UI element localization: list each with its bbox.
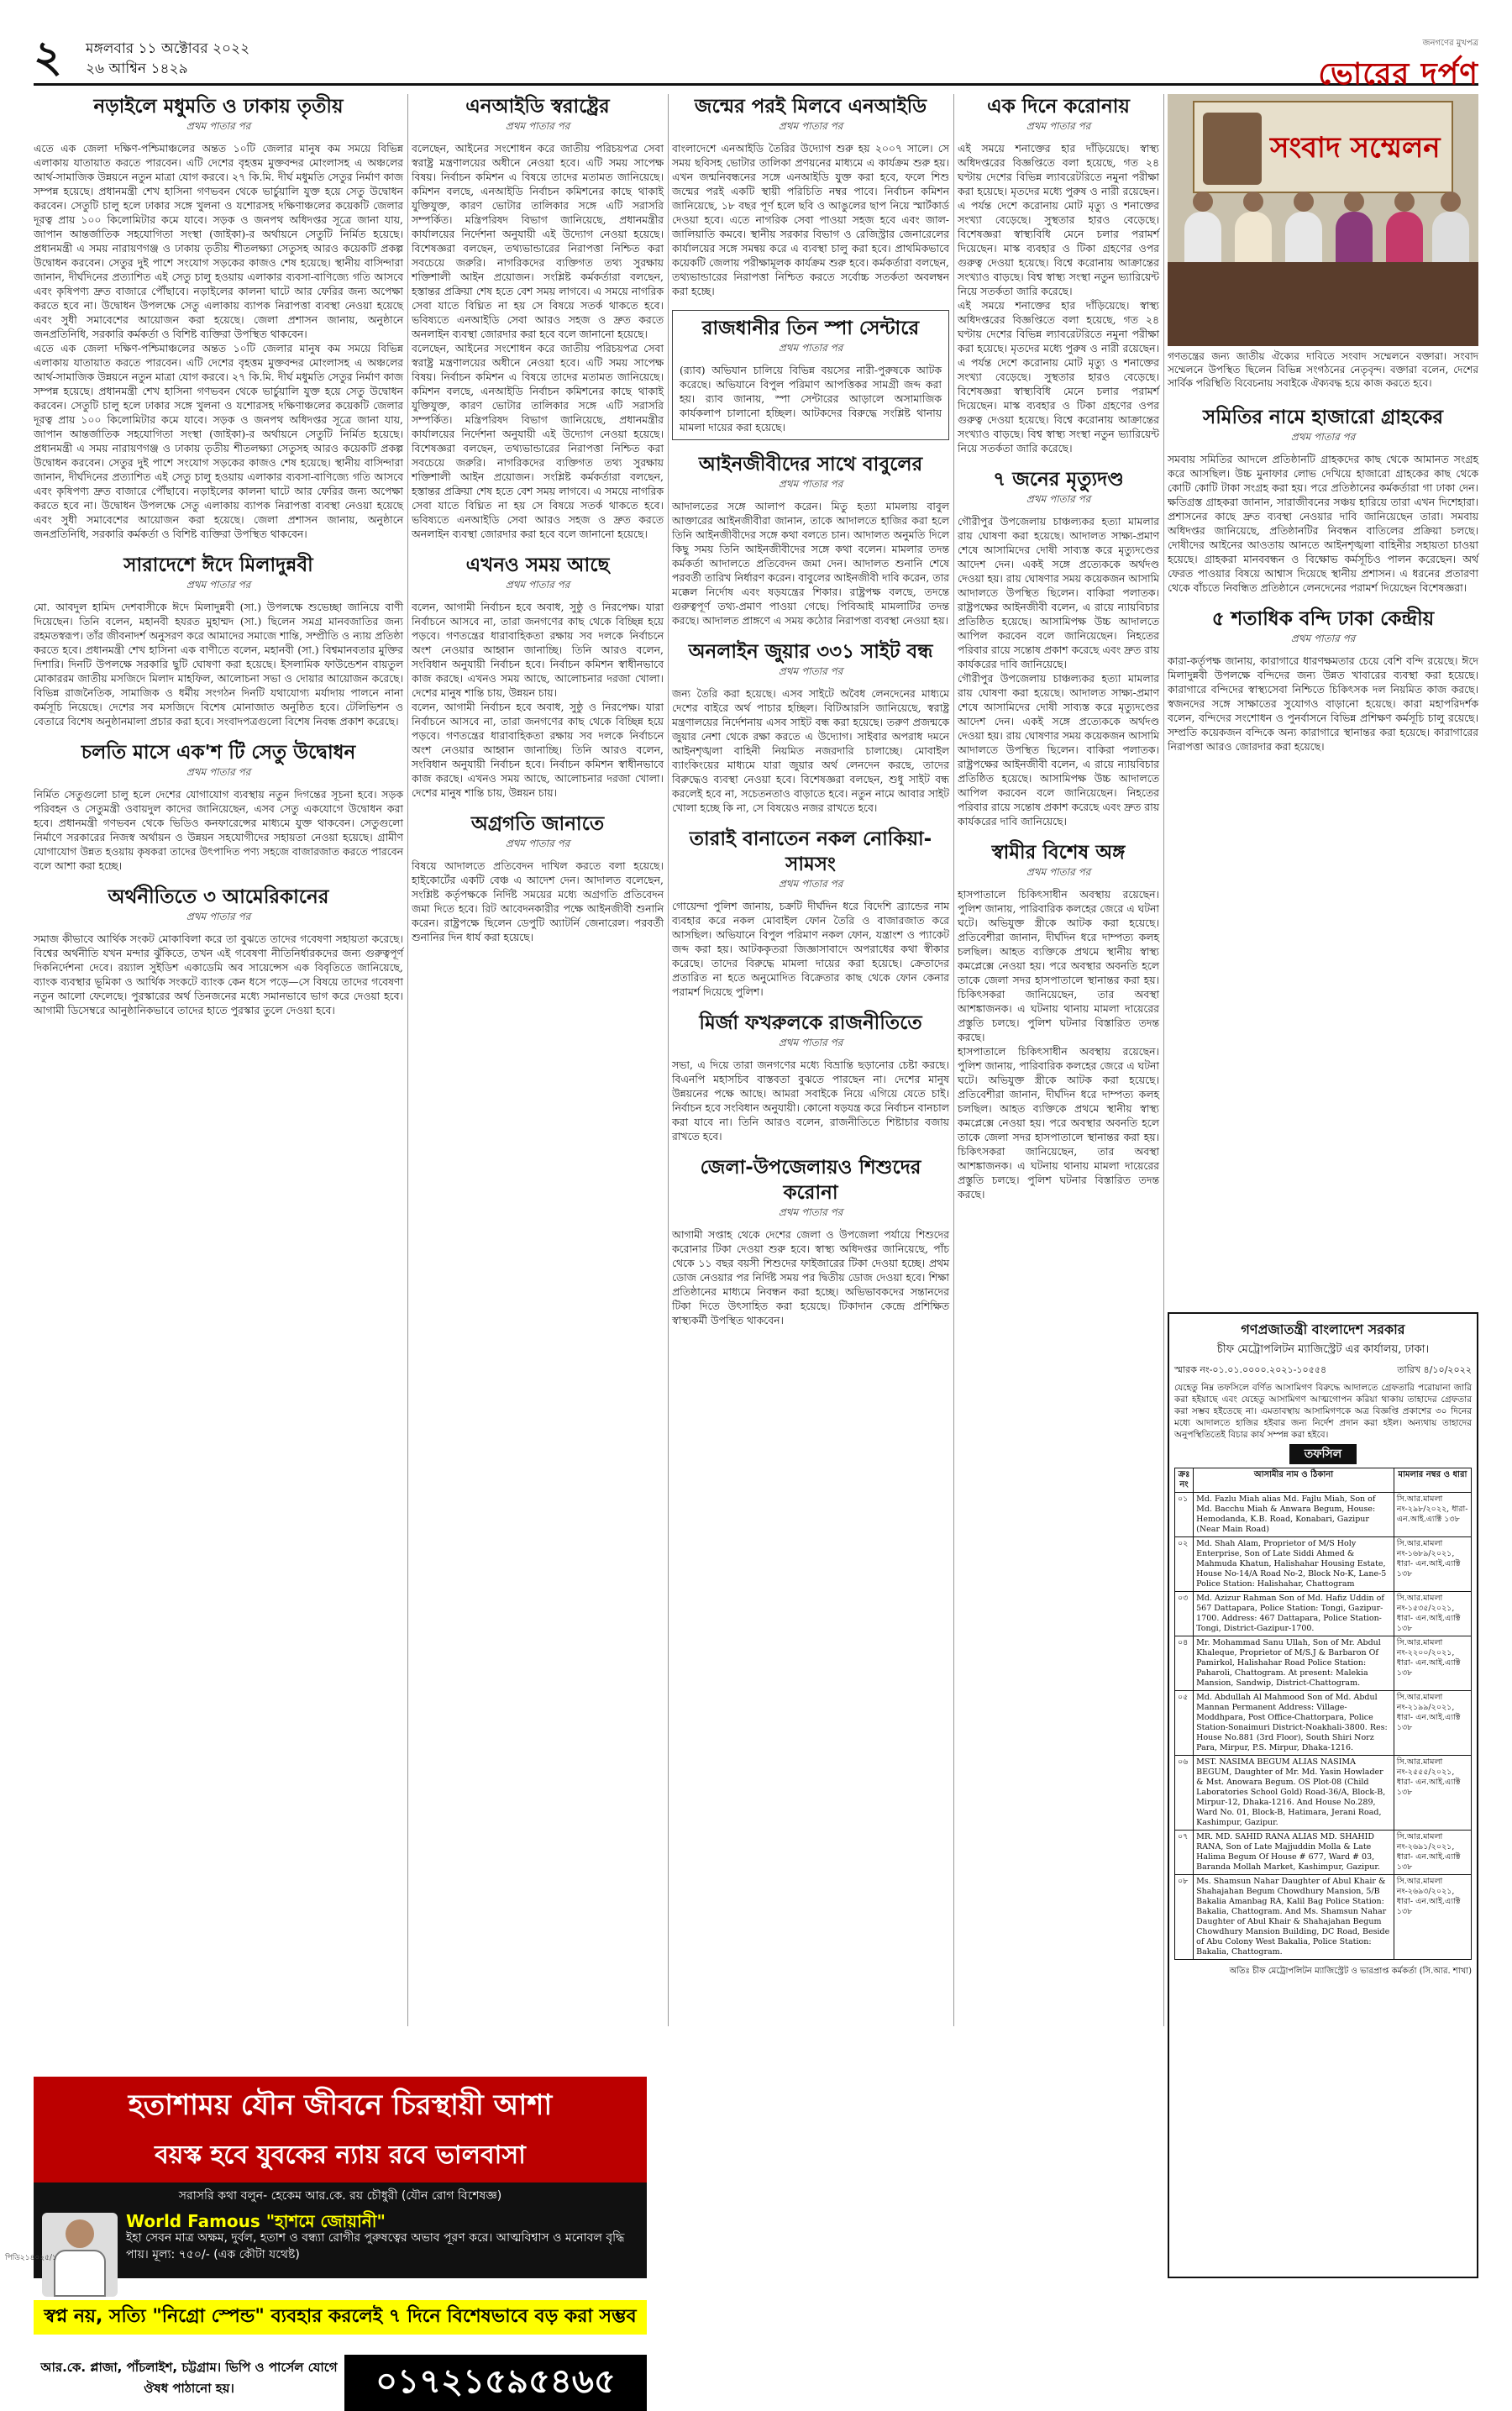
headline: সমিতির নামে হাজারো গ্রাহকের — [1203, 407, 1443, 428]
story-prisoners — [1168, 607, 1478, 754]
ad-phone: ০১৭২১৫৯৫৪৬৫ — [344, 2355, 647, 2411]
ad-headline-1: হতাশাময় যৌন জীবনে চিরস্থায়ী আশা — [34, 2077, 647, 2135]
notice-date: তারিখ ৪/১০/২০২২ — [1397, 1364, 1472, 1375]
headline: জেলা-উপজেলায়ও শিশুদের করোনা — [700, 1157, 921, 1204]
continued-label: প্রথম পাতার পর — [186, 911, 251, 922]
table-row: ০৬ MST. NASIMA BEGUM ALIAS NASIMA BEGUM, Daughter of Mr. Md. Yasin Howlader & Mst. Anowara Begum. OS Plot-08 (Child Laboratories School Gold) Road-36/A, Block-B, Mirpur-12, Dhaka-1216. And House No.289, Ward No. 01, Block-B, Hatimara, Jerani Road, Kashimpur, Gazipur. সি.আর.মামলা নং-২৫৫৫/২০২১, ধারা- এন.আই.এ্যাক্ট ১৩৮ — [1175, 1756, 1472, 1831]
portrait-icon — [1203, 113, 1262, 185]
ad-address: আর.কে. প্লাজা, পাঁচলাইশ, চট্টগ্রাম। ভিপি ও পার্সেল যোগে ঔষধ পাঠানো হয়। — [34, 2355, 344, 2411]
continued-label: প্রথম পাতার পর — [186, 766, 251, 778]
story-nid-home — [412, 94, 664, 541]
headline: নড়াইলে মধুমতি ও ঢাকায় তৃতীয় — [93, 96, 344, 118]
story-online-gambling — [672, 639, 949, 815]
continued-label: প্রথম পাতার পর — [778, 665, 843, 677]
story-progress — [412, 812, 664, 944]
story-body: আগামী সপ্তাহ থেকে দেশের জেলা ও উপজেলা পর্যায়ে শিশুদের করোনার টিকা দেওয়া শুরু হবে। স্বাস্থ্য অধিদপ্তর জানিয়েছে, পাঁচ থেকে ১১ বছর বয়সী শিশুদের ফাইজারের টিকা দেওয়া হচ্ছে। প্রথম ডোজ নেওয়ার পর নির্দিষ্ট সময় পর দ্বিতীয় ডোজ দেওয়া হবে। শিক্ষা প্রতিষ্ঠানের মাধ্যমে নিবন্ধন করা হচ্ছে। অভিভাবকদের সন্তানদের টিকা দিতে উৎসাহিত করা হয়েছে। টিকাদান কেন্দ্রে প্রশিক্ষিত স্বাস্থ্যকর্মী উপস্থিত থাকবেন। — [672, 1228, 949, 1326]
table-row: ০৭ MR. MD. SAHID RANA ALIAS MD. SHAHID RANA, Son of Late Majjuddin Molla & Late Halima Begum Of House # 677, Ward # 03, Baranda Mollah Market, Kashimpur, Gazipur. সি.আর.মামলা নং-২৬৯১/২০২১, ধারা- এন.আই.এ্যাক্ট ১৩৮ — [1175, 1831, 1472, 1875]
story-body: হাসপাতালে চিকিৎসাধীন অবস্থায় রয়েছেন। পুলিশ জানায়, পারিবারিক কলহের জেরে এ ঘটনা ঘটে। অভিযুক্ত স্ত্রীকে আটক করা হয়েছে। প্রতিবেশীরা জানান, দীর্ঘদিন ধরে দাম্পত্য কলহ চলছিল। আহত ব্যক্তিকে প্রথমে স্থানীয় স্বাস্থ্য কমপ্লেক্সে নেওয়া হয়। পরে অবস্থার অবনতি হলে তাকে জেলা সদর হাসপাতালে স্থানান্তর করা হয়। চিকিৎসকরা জানিয়েছেন, তার অবস্থা আশঙ্কাজনক। এ ঘটনায় থানায় মামলা দায়েরের প্রস্তুতি চলছে। পুলিশ ঘটনার বিস্তারিত তদন্ত করছে। — [958, 888, 1159, 1043]
story-body: গোয়েন্দা পুলিশ জানায়, চক্রটি দীর্ঘদিন ধরে বিদেশি ব্র্যান্ডের নাম ব্যবহার করে নকল মোবাইল ফোন তৈরি ও বাজারজাত করে আসছিল। অভিযানে বিপুল পরিমাণ নকল ফোন, যন্ত্রাংশ ও প্যাকেট জব্দ করা হয়। আটককৃতরা জিজ্ঞাসাবাদে অপরাধের কথা স্বীকার করেছে। তাদের বিরুদ্ধে মামলা দায়ের করা হয়েছে। ক্রেতাদের প্রতারিত না হতে অনুমোদিত বিক্রেতার কাছ থেকে ফোন কেনার পরামর্শ দিয়েছে পুলিশ। — [672, 900, 949, 998]
continued-label: প্রথম পাতার পর — [1026, 493, 1091, 505]
notice-office: চীফ মেট্রোপলিটন ম্যাজিস্ট্রেট এর কার্যালয়, ঢাকা। — [1216, 1343, 1430, 1356]
headline: চলতি মাসে এক'শ টি সেতু উদ্বোধন — [81, 742, 356, 764]
story-fake-phones — [672, 827, 949, 999]
page-content — [34, 94, 1478, 2401]
story-body-cont: এই সময়ে শনাক্তের হার দাঁড়িয়েছে। স্বাস্থ্য অধিদপ্তরের বিজ্ঞপ্তিতে বলা হয়েছে, গত ২৪ ঘণ্টায় দেশের বিভিন্ন ল্যাবরেটরিতে নমুনা পরীক্ষা করা হয়েছে। মৃতদের মধ্যে পুরুষ ও নারী রয়েছেন। এ পর্যন্ত দেশে করোনায় মোট মৃত্যু ও শনাক্তের সংখ্যা বেড়েছে। সুস্থতার হারও বেড়েছে। বিশেষজ্ঞরা স্বাস্থ্যবিধি মেনে চলার পরামর্শ দিয়েছেন। মাস্ক ব্যবহার ও টিকা গ্রহণের ওপর গুরুত্ব দেওয়া হয়েছে। বিশ্বে করোনায় আক্রান্তের সংখ্যাও বাড়ছে। বিশ্ব স্বাস্থ্য সংস্থা নতুন ভ্যারিয়েন্ট নিয়ে সতর্কতা জারি করেছে। — [958, 299, 1159, 454]
notice-table-title: তফসিল — [1289, 1444, 1357, 1464]
headline: এখনও সময় আছে — [465, 554, 610, 576]
ad-description — [126, 2213, 638, 2297]
continued-label: প্রথম পাতার পর — [186, 120, 251, 132]
continued-label: প্রথম পাতার পর — [1026, 120, 1091, 132]
continued-label: প্রথম পাতার পর — [778, 120, 843, 132]
headline: ৭ জনের মৃত্যুদণ্ড — [993, 469, 1124, 491]
headline: স্বামীর বিশেষ অঙ্গ — [991, 842, 1126, 864]
notice-signature: অতিঃ চীফ মেট্রোপলিটন ম্যাজিস্ট্রেট ও ভারপ্রাপ্ত কর্মকর্তা (সি.আর. শাখা) — [1229, 1967, 1472, 1976]
continued-label: প্রথম পাতার পর — [778, 878, 843, 890]
table-row: ০১ Md. Fazlu Miah alias Md. Fajlu Miah, Son of Md. Bacchu Miah & Anwara Begum, House: Hemodanda, K.B. Road, Konabari, Gazipur (Near Main Road) সি.আর.মামলা নং-২৯৮/২০২২, ধারা- এন.আই.এ্যাক্ট ১৩৮ — [1175, 1493, 1472, 1537]
col-header: মামলার নম্বর ও ধারা — [1394, 1468, 1471, 1493]
table-row: ০৩ Md. Azizur Rahman Son of Md. Hafiz Uddin of 567 Dattapara, Police Station: Tongi, Gazipur-1700. Address: 467 Dattapara, Police Station-Tongi, District-Gazipur-1700. সি.আর.মামলা নং-১৫৩৫/২০২১, ধারা- এন.আই.এ্যাক্ট ১৩৮ — [1175, 1592, 1472, 1636]
column-rule — [953, 94, 954, 2026]
headline: তারাই বানাতেন নকল নোকিয়া-সামসং — [689, 828, 932, 875]
story-fakhrul — [672, 1011, 949, 1143]
story-body-cont: বলেন, আগামী নির্বাচন হবে অবাধ, সুষ্ঠু ও নিরপেক্ষ। যারা নির্বাচনে আসবে না, তারা জনগণের কাছ থেকে বিচ্ছিন্ন হয়ে পড়বে। গণতন্ত্রের ধারাবাহিকতা রক্ষায় সব দলকে নির্বাচনে অংশ নেওয়ার আহ্বান জানাচ্ছি। তিনি আরও বলেন, সংবিধান অনুযায়ী নির্বাচন হবে। নির্বাচন কমিশন স্বাধীনভাবে কাজ করছে। এখনও সময় আছে, আলোচনার দরজা খোলা। দেশের মানুষ শান্তি চায়, উন্নয়ন চায়। — [412, 701, 664, 799]
story-body: এতে এক জেলা দক্ষিণ-পশ্চিমাঞ্চলের অন্তত ১০টি জেলার মানুষ কম সময়ে বিভিন্ন এলাকায় যাতায়াত করতে পারবেন। এটি দেশের বৃহত্তম মুক্তবন্দর মোংলাসহ এ অঞ্চলের আর্থ-সামাজিক উন্নয়নে নতুন মাত্রা যোগ করবে। ২৭ কি.মি. দীর্ঘ মধুমতি সেতুর নির্মাণ কাজ সম্পন্ন হয়েছে। প্রধানমন্ত্রী শেখ হাসিনা গণভবন থেকে ভার্চুয়ালি যুক্ত হয়ে সেতু উদ্বোধন করবেন। সেতুটি চালু হলে ঢাকার সঙ্গে খুলনা ও যশোরসহ দক্ষিণাঞ্চলের কয়েকটি জেলার দূরত্ব প্রায় ১০০ কিলোমিটার কমে যাবে। সড়ক ও জনপথ অধিদপ্তর সূত্রে জানা যায়, জাপান আন্তর্জাতিক সহযোগিতা সংস্থা (জাইকা)-র অর্থায়নে সেতুটি নির্মিত হয়েছে। প্রধানমন্ত্রী এ সময় নারায়ণগঞ্জ ও ঢাকায় তৃতীয় শীতলক্ষ্যা সেতুসহ আরও কয়েকটি প্রকল্প উদ্বোধন করবেন। সেতুর দুই পাশে সংযোগ সড়কের কাজও শেষ হয়েছে। স্থানীয় বাসিন্দারা জানান, দীর্ঘদিনের প্রত্যাশিত এই সেতু চালু হওয়ায় এলাকার ব্যবসা-বাণিজ্যে গতি আসবে এবং কৃষিপণ্য দ্রুত বাজারে পৌঁছাবে। নড়াইলের কালনা ঘাটে আর ফেরির জন্য অপেক্ষা করতে হবে না। উদ্বোধন উপলক্ষে সেতু এলাকায় ব্যাপক নিরাপত্তা ব্যবস্থা নেওয়া হয়েছে এবং সুধী সমাবেশের আয়োজন করা হয়েছে। জেলা প্রশাসন জানায়, অনুষ্ঠানে জনপ্রতিনিধি, সরকারি কর্মকর্তা ও বিশিষ্ট ব্যক্তিরা উপস্থিত থাকবেন। — [34, 142, 403, 340]
story-body: জন্য তৈরি করা হয়েছে। এসব সাইটে অবৈধ লেনদেনের মাধ্যমে দেশের বাইরে অর্থ পাচার হচ্ছিল। বিটিআরসি জানিয়েছে, স্বরাষ্ট্র মন্ত্রণালয়ের নির্দেশনায় এসব সাইট বন্ধ করা হয়েছে। তরুণ প্রজন্মকে জুয়ার নেশা থেকে রক্ষা করতে এ উদ্যোগ। সাইবার অপরাধ দমনে আইনশৃঙ্খলা বাহিনী নিয়মিত নজরদারি চালাচ্ছে। মোবাইল ব্যাংকিংয়ের মাধ্যমে যারা জুয়ার অর্থ লেনদেন করছে, তাদের বিরুদ্ধেও ব্যবস্থা নেওয়া হবে। বিশেষজ্ঞরা বলছেন, শুধু সাইট বন্ধ করলেই হবে না, সচেতনতাও বাড়াতে হবে। নতুন নামে আবার সাইট খোলা হচ্ছে কি না, সে বিষয়েও নজর রাখতে হবে। — [672, 687, 949, 814]
ad-highlight: স্বপ্ন নয়, সত্যি "নিগ্রো স্পেন্ড" ব্যবহার করলেই ৭ দিনে বিশেষভাবে বড় করা সম্ভব — [34, 2300, 647, 2335]
story-corona-day — [958, 94, 1159, 455]
continued-label: প্রথম পাতার পর — [505, 120, 570, 132]
date-bengali: ২৬ আশ্বিন ১৪২৯ — [86, 60, 188, 77]
press-conference-photo — [1168, 94, 1478, 346]
column-rule — [407, 94, 408, 2026]
headline: অনলাইন জুয়ার ৩৩১ সাইট বন্ধ — [688, 641, 933, 663]
story-body: আদালতের সঙ্গে আলাপ করেন। মিতু হত্যা মামলায় বাবুল আক্তারের আইনজীবীরা জানান, তাকে আদালতে হাজির করা হলে তিনি আইনজীবীদের সঙ্গে কথা বলতে চান। আদালত অনুমতি দিলে কিছু সময় তিনি আইনজীবীদের সঙ্গে কথা বলেন। মামলার তদন্ত কর্মকর্তা আদালতে প্রতিবেদন জমা দেন। আদালত শুনানি শেষে পরবর্তী তারিখ নির্ধারণ করেন। বাবুলের আইনজীবী দাবি করেন, তার মক্কেল নির্দোষ এবং ষড়যন্ত্রের শিকার। রাষ্ট্রপক্ষ বলছে, তদন্তে গুরুত্বপূর্ণ তথ্য-প্রমাণ পাওয়া গেছে। পিবিআই মামলাটির তদন্ত করছে। আদালত প্রাঙ্গণে এ সময় কঠোর নিরাপত্তা ব্যবস্থা নেওয়া হয়। — [672, 500, 949, 627]
issue-dates — [86, 39, 249, 79]
table-row: ০২ Md. Shah Alam, Proprietor of M/S Holy Enterprise, Son of Late Siddi Ahmed & Mahmuda Khatun, Halishahar Housing Estate, House No-14/A Road No-2, Block No-K, Lane-5 Police Station: Halishahar, Chattogram সি.আর.মামলা নং-১৬৮৯/২০২১, ধারা- এন.আই.এ্যাক্ট ১৩৮ — [1175, 1537, 1472, 1592]
banner-text: সংবাদ সম্মেলন — [1270, 131, 1441, 165]
continued-label: প্রথম পাতার পর — [778, 1206, 843, 1218]
ad-middle — [34, 2209, 647, 2300]
story-spa-centers — [672, 310, 949, 440]
column-rule — [668, 94, 669, 2026]
continued-label: প্রথম পাতার পর — [778, 478, 843, 490]
story-body: গৌরীপুর উপজেলায় চাঞ্চল্যকর হত্যা মামলার রায় ঘোষণা করা হয়েছে। আদালত সাক্ষ্য-প্রমাণ শেষে আসামিদের দোষী সাব্যস্ত করে মৃত্যুদণ্ডের আদেশ দেন। একই সঙ্গে প্রত্যেককে অর্থদণ্ড দেওয়া হয়। রায় ঘোষণার সময় কয়েকজন আসামি আদালতে উপস্থিত ছিলেন। বাকিরা পলাতক। রাষ্ট্রপক্ষের আইনজীবী বলেন, এ রায়ে ন্যায়বিচার প্রতিষ্ঠিত হয়েছে। আসামিপক্ষ উচ্চ আদালতে আপিল করবেন বলে জানিয়েছেন। নিহতের পরিবার রায়ে সন্তোষ প্রকাশ করেছে এবং দ্রুত রায় কার্যকরের দাবি জানিয়েছে। — [958, 515, 1159, 670]
continued-label: প্রথম পাতার পর — [505, 579, 570, 591]
continued-label: প্রথম পাতার পর — [186, 579, 251, 591]
story-nid-birth — [672, 94, 949, 298]
story-bridges — [34, 740, 403, 873]
story-milad — [34, 553, 403, 728]
ad-headline-2: বয়স্ক হবে যুবকের ন্যায় রবে ভালবাসা — [34, 2135, 647, 2183]
ad-contact-line: সরাসরি কথা বলুন- হেকেম আর.কে. রয় চৌধুরী (যৌন রোগ বিশেষজ্ঞ) — [178, 2189, 502, 2203]
story-body: সভা, এ দিয়ে তারা জনগণের মধ্যে বিভ্রান্তি ছড়ানোর চেষ্টা করছে। বিএনপি মহাসচিব বাস্তবতা বুঝতে পারছেন না। দেশের মানুষ উন্নয়নের পক্ষে আছে। আমরা সবাইকে নিয়ে এগিয়ে যেতে চাই। নির্বাচন হবে সংবিধান অনুযায়ী। কোনো ষড়যন্ত্র করে নির্বাচন বানচাল করা যাবে না। তিনি আরও বলেন, রাজনীতিতে শিষ্টাচার বজায় রাখতে হবে। — [672, 1058, 949, 1142]
column-rule — [1163, 94, 1164, 2026]
notice-paragraph: যেহেতু নিম্ন তফসিলে বর্ণিত আসামিগণ বিরুদ্ধে আদালতে গ্রেফতারি পরোয়ানা জারি করা হইয়াছে এবং যেহেতু আসামিগণ আত্মগোপন করিয়া থাকায় তাহাদের গ্রেফতার করা সম্ভব হইতেছে না। এমতাবস্থায় আসামিগণকে অত্র বিজ্ঞপ্তি প্রকাশের ৩০ দিনের মধ্যে আদালতে হাজির হইবার জন্য নির্দেশ প্রদান করা হইল। অন্যথায় তাহাদের অনুপস্থিতিতেই বিচার কার্য সম্পন্ন করা হইবে। — [1174, 1383, 1472, 1440]
story-body: সমবায় সমিতির আদলে প্রতিষ্ঠানটি গ্রাহকদের কাছ থেকে আমানত সংগ্রহ করে আসছিল। উচ্চ মুনাফার লোভ দেখিয়ে হাজারো গ্রাহকের কাছ থেকে কোটি কোটি টাকা সংগ্রহ করা হয়। পরে প্রতিষ্ঠানের কর্মকর্তারা গা ঢাকা দেন। ক্ষতিগ্রস্ত গ্রাহকরা জানান, সারাজীবনের সঞ্চয় হারিয়ে তারা এখন দিশেহারা। প্রশাসনের কাছে দ্রুত ব্যবস্থা নেওয়ার দাবি জানিয়েছেন তারা। সমবায় অধিদপ্তর জানিয়েছে, প্রতিষ্ঠানটির নিবন্ধন বাতিলের প্রক্রিয়া চলছে। দোষীদের আইনের আওতায় আনতে আইনশৃঙ্খলা বাহিনীর সহায়তা চাওয়া হয়েছে। গ্রাহকরা মানববন্ধন ও বিক্ষোভ কর্মসূচিও পালন করেছেন। অর্থ ফেরত পাওয়ার বিষয়ে আশ্বাস দিয়েছে স্থানীয় প্রশাসন। এ ধরনের প্রতারণা থেকে বাঁচতে নিবন্ধিত প্রতিষ্ঠানে লেনদেনের পরামর্শ দিয়েছেন বিশেষজ্ঞরা। — [1168, 453, 1478, 594]
table-row: ০৫ Md. Abdullah Al Mahmood Son of Md. Abdul Mannan Permanent Address: Village-Moddhpara, Post Office-Chattorpara, Police Station-Sonaimuri District-Noakhali-3800. Res: House No.881 (3rd Floor), South Shiri Norz Para, Mirpur, P.S. Mirpur, Dhaka-1216. সি.আর.মামলা নং-২১৯৯/২০২১, ধারা- এন.আই.এ্যাক্ট ১৩৮ — [1175, 1691, 1472, 1756]
story-body-cont: গৌরীপুর উপজেলায় চাঞ্চল্যকর হত্যা মামলার রায় ঘোষণা করা হয়েছে। আদালত সাক্ষ্য-প্রমাণ শেষে আসামিদের দোষী সাব্যস্ত করে মৃত্যুদণ্ডের আদেশ দেন। একই সঙ্গে প্রত্যেককে অর্থদণ্ড দেওয়া হয়। রায় ঘোষণার সময় কয়েকজন আসামি আদালতে উপস্থিত ছিলেন। বাকিরা পলাতক। রাষ্ট্রপক্ষের আইনজীবী বলেন, এ রায়ে ন্যায়বিচার প্রতিষ্ঠিত হয়েছে। আসামিপক্ষ উচ্চ আদালতে আপিল করবেন বলে জানিয়েছেন। নিহতের পরিবার রায়ে সন্তোষ প্রকাশ করেছে এবং দ্রুত রায় কার্যকরের দাবি জানিয়েছে। — [958, 672, 1159, 827]
table-row: ০৮ Ms. Shamsun Nahar Daughter of Abul Khair & Shahajahan Begum Chowdhury Mansion, 5/B Bakalia Amanbag RA, Kalil Bag Police Station: Bakalia, Chattogram. And Ms. Shamsun Nahar Daughter of Abul Khair & Shahajahan Begum Chowdhury Mansion Building, DC Road, Beside of Abu Colony West Bakalia, Police Station: Bakalia, Chattogram. সি.আর.মামলা নং-২৬৯৩/২০২১, ধারা- এন.আই.এ্যাক্ট ১৩৮ — [1175, 1875, 1472, 1960]
story-body-cont: বলেছেন, আইনের সংশোধন করে জাতীয় পরিচয়পত্র সেবা স্বরাষ্ট্র মন্ত্রণালয়ের অধীনে নেওয়া হবে। এটি সময় সাপেক্ষ বিষয়। নির্বাচন কমিশন এ বিষয়ে তাদের মতামত জানিয়েছে। কমিশন বলছে, এনআইডি নির্বাচন কমিশনের কাছে থাকাই যুক্তিযুক্ত, কারণ ভোটার তালিকার সঙ্গে এটি সরাসরি সম্পর্কিত। মন্ত্রিপরিষদ বিভাগ জানিয়েছে, প্রধানমন্ত্রীর কার্যালয়ের নির্দেশনা অনুযায়ী এই উদ্যোগ নেওয়া হয়েছে। বিশেষজ্ঞরা বলছেন, তথ্যভান্ডারের নিরাপত্তা নিশ্চিত করা সবচেয়ে জরুরি। নাগরিকদের ব্যক্তিগত তথ্য সুরক্ষায় শক্তিশালী আইন প্রয়োজন। সংশ্লিষ্ট কর্মকর্তারা বলছেন, হস্তান্তর প্রক্রিয়া শেষ হতে বেশ সময় লাগবে। এ সময়ে নাগরিক সেবা যাতে বিঘ্নিত না হয় সে বিষয়ে সতর্ক থাকতে হবে। ভবিষ্যতে এনআইডি সেবা আরও সহজ ও দ্রুত করতে অনলাইন ব্যবস্থা জোরদার করা হবে বলে জানানো হয়েছে। — [412, 342, 664, 540]
column-d — [958, 94, 1159, 2287]
headline: সারাদেশে ঈদে মিলাদুন্নবী — [123, 554, 313, 576]
masthead — [34, 31, 1478, 92]
story-body-cont: হাসপাতালে চিকিৎসাধীন অবস্থায় রয়েছেন। পুলিশ জানায়, পারিবারিক কলহের জেরে এ ঘটনা ঘটে। অভিযুক্ত স্ত্রীকে আটক করা হয়েছে। প্রতিবেশীরা জানান, দীর্ঘদিন ধরে দাম্পত্য কলহ চলছিল। আহত ব্যক্তিকে প্রথমে স্থানীয় স্বাস্থ্য কমপ্লেক্সে নেওয়া হয়। পরে অবস্থার অবনতি হলে তাকে জেলা সদর হাসপাতালে স্থানান্তর করা হয়। চিকিৎসকরা জানিয়েছেন, তার অবস্থা আশঙ্কাজনক। এ ঘটনায় থানায় মামলা দায়েরের প্রস্তুতি চলছে। পুলিশ ঘটনার বিস্তারিত তদন্ত করছে। — [958, 1045, 1159, 1200]
column-a — [34, 94, 403, 2287]
story-body: বাংলাদেশে এনআইডি তৈরির উদ্যোগ শুরু হয় ২০০৭ সালে। সে সময় ছবিসহ ভোটার তালিকা প্রণয়নের মাধ্যমে এ কার্যক্রম শুরু হয়। এখন জন্মনিবন্ধনের সঙ্গে এনআইডি যুক্ত করা হবে, ফলে শিশু জন্মের পরই একটি স্থায়ী পরিচিতি নম্বর পাবে। নির্বাচন কমিশন জানিয়েছে, ১৮ বছর পূর্ণ হলে ছবি ও আঙুলের ছাপ নিয়ে স্মার্টকার্ড দেওয়া হবে। এতে নাগরিক সেবা পাওয়া সহজ হবে এবং জাল-জালিয়াতি কমবে। স্থানীয় সরকার বিভাগ ও রেজিস্ট্রার জেনারেলের কার্যালয়ের সঙ্গে সমন্বয় করে এ ব্যবস্থা চালু করা হবে। প্রাথমিকভাবে কয়েকটি জেলায় পরীক্ষামূলক কার্যক্রম শুরু হবে। কর্মকর্তারা বলছেন, তথ্যভান্ডারের নিরাপত্তা নিশ্চিত করতে সর্বোচ্চ সতর্কতা অবলম্বন করা হচ্ছে। — [672, 142, 949, 297]
notice-ref — [1174, 1363, 1472, 1379]
story-body: বলেছেন, আইনের সংশোধন করে জাতীয় পরিচয়পত্র সেবা স্বরাষ্ট্র মন্ত্রণালয়ের অধীনে নেওয়া হবে। এটি সময় সাপেক্ষ বিষয়। নির্বাচন কমিশন এ বিষয়ে তাদের মতামত জানিয়েছে। কমিশন বলছে, এনআইডি নির্বাচন কমিশনের কাছে থাকাই যুক্তিযুক্ত, কারণ ভোটার তালিকার সঙ্গে এটি সরাসরি সম্পর্কিত। মন্ত্রিপরিষদ বিভাগ জানিয়েছে, প্রধানমন্ত্রীর কার্যালয়ের নির্দেশনা অনুযায়ী এই উদ্যোগ নেওয়া হয়েছে। বিশেষজ্ঞরা বলছেন, তথ্যভান্ডারের নিরাপত্তা নিশ্চিত করা সবচেয়ে জরুরি। নাগরিকদের ব্যক্তিগত তথ্য সুরক্ষায় শক্তিশালী আইন প্রয়োজন। সংশ্লিষ্ট কর্মকর্তারা বলছেন, হস্তান্তর প্রক্রিয়া শেষ হতে বেশ সময় লাগবে। এ সময়ে নাগরিক সেবা যাতে বিঘ্নিত না হয় সে বিষয়ে সতর্ক থাকতে হবে। ভবিষ্যতে এনআইডি সেবা আরও সহজ ও দ্রুত করতে অনলাইন ব্যবস্থা জোরদার করা হবে বলে জানানো হয়েছে। — [412, 142, 664, 340]
story-babul — [672, 452, 949, 628]
story-still-time — [412, 553, 664, 800]
accused-table — [1174, 1468, 1472, 1960]
headline: অগ্রগতি জানাতে — [470, 813, 605, 835]
story-body: এই সময়ে শনাক্তের হার দাঁড়িয়েছে। স্বাস্থ্য অধিদপ্তরের বিজ্ঞপ্তিতে বলা হয়েছে, গত ২৪ ঘণ্টায় দেশের বিভিন্ন ল্যাবরেটরিতে নমুনা পরীক্ষা করা হয়েছে। মৃতদের মধ্যে পুরুষ ও নারী রয়েছেন। এ পর্যন্ত দেশে করোনায় মোট মৃত্যু ও শনাক্তের সংখ্যা বেড়েছে। সুস্থতার হারও বেড়েছে। বিশেষজ্ঞরা স্বাস্থ্যবিধি মেনে চলার পরামর্শ দিয়েছেন। মাস্ক ব্যবহার ও টিকা গ্রহণের ওপর গুরুত্ব দেওয়া হয়েছে। বিশ্বে করোনায় আক্রান্তের সংখ্যাও বাড়ছে। বিশ্ব স্বাস্থ্য সংস্থা নতুন ভ্যারিয়েন্ট নিয়ে সতর্কতা জারি করেছে। — [958, 142, 1159, 297]
story-body: (র‍্যাব) অভিযান চালিয়ে বিভিন্ন বয়সের নারী-পুরুষকে আটক করেছে। অভিযানে বিপুল পরিমাণ আপত্তিকর সামগ্রী জব্দ করা হয়। র‍্যাব জানায়, স্পা সেন্টারের আড়ালে অসামাজিক কার্যকলাপ চালানো হচ্ছিল। আটকদের বিরুদ্ধে সংশ্লিষ্ট থানায় মামলা দায়ের করা হয়েছে। — [680, 364, 942, 433]
newspaper-brand — [1318, 37, 1478, 102]
col-header: আসামীর নাম ও ঠিকানা — [1194, 1468, 1394, 1493]
headline: এক দিনে করোনায় — [987, 96, 1130, 118]
table-cloth — [1168, 262, 1478, 346]
advertisement — [34, 2077, 647, 2401]
table-row: ০৪ Mr. Mohammad Sanu Ullah, Son of Mr. Abdul Khaleque, Proprietor of M/S.J & Barbaron Of Pamirkol, Halishahar Road Police Station: Paharoli, Chattogram. At present: Malekia Mansion, Sandwip, District-Chattogram. সি.আর.মামলা নং-২২০০/২০২১, ধারা- এন.আই.এ্যাক্ট ১৩৮ — [1175, 1636, 1472, 1691]
photo-caption: গণতন্ত্রের জন্য জাতীয় ঐক্যের দাবিতে সংবাদ সম্মেলনে বক্তারা। সংবাদ সম্মেলনে উপস্থিত ছিলেন বিভিন্ন সংগঠনের নেতৃবৃন্দ। বক্তারা বলেন, দেশের সার্বিক পরিস্থিতি বিবেচনায় সবাইকে ঐক্যবদ্ধ হয়ে কাজ করতে হবে। — [1168, 350, 1478, 389]
headline: ৫ শতাধিক বন্দি ঢাকা কেন্দ্রীয় — [1211, 608, 1435, 630]
notice-gov: গণপ্রজাতন্ত্রী বাংলাদেশ সরকার — [1241, 1321, 1405, 1337]
continued-label: প্রথম পাতার পর — [778, 342, 843, 354]
print-code: পিডি২১৪০২৫/১ — [5, 2254, 57, 2262]
date-gregorian: মঙ্গলবার ১১ অক্টোবর ২০২২ — [86, 40, 250, 57]
headline: জন্মের পরই মিলবে এনআইডি — [694, 96, 927, 118]
story-husband — [958, 840, 1159, 1201]
story-economics-nobel — [34, 885, 403, 1017]
photo-banner — [1193, 101, 1453, 193]
story-modhumoti-bridge — [34, 94, 403, 541]
page-number: ২ — [34, 31, 62, 82]
column-b — [412, 94, 664, 2287]
story-body: সমাজ কীভাবে আর্থিক সংকট মোকাবিলা করে তা বুঝতে তাদের গবেষণা সহায়তা করেছে। বিশ্বের অর্থনীতি যখন মন্দার ঝুঁকিতে, তখন এই গবেষণা নীতিনির্ধারকদের জন্য গুরুত্বপূর্ণ দিকনির্দেশনা দেবে। রয়্যাল সুইডিশ একাডেমি অব সায়েন্সেস এক বিবৃতিতে জানিয়েছে, ব্যাংক ব্যবস্থার ভূমিকা ও আর্থিক সংকটে ব্যাংক কেন ধসে পড়ে—সে বিষয়ে তাদের গবেষণা নতুন আলো ফেলেছে। পুরস্কারের অর্থ তিনজনের মধ্যে সমানভাবে ভাগ করে দেওয়া হবে। আগামী ডিসেম্বরে আনুষ্ঠানিকভাবে তাদের হাতে পুরস্কার তুলে দেওয়া হবে। — [34, 932, 403, 1016]
brand-tagline: জনগণের মুখপত্র — [1422, 39, 1478, 48]
story-body: কারা-কর্তৃপক্ষ জানায়, কারাগারে ধারণক্ষমতার চেয়ে বেশি বন্দি রয়েছে। ঈদে মিলাদুন্নবী উপলক্ষে বন্দিদের জন্য উন্নত খাবারের ব্যবস্থা করা হয়েছে। কারাগারে বন্দিদের স্বাস্থ্যসেবা নিশ্চিতে চিকিৎসক দল নিয়মিত কাজ করছে। স্বজনদের সঙ্গে সাক্ষাতের সুযোগও বাড়ানো হয়েছে। কারা মহাপরিদর্শক বলেন, বন্দিদের সংশোধন ও পুনর্বাসনে বিভিন্ন প্রশিক্ষণ কর্মসূচি চালু রয়েছে। সম্প্রতি কয়েকজন বন্দিকে অন্য কারাগারে স্থানান্তর করা হয়েছে। কারাগারের নিরাপত্তা আরও জোরদার করা হয়েছে। — [1168, 654, 1478, 753]
story-body-cont: এতে এক জেলা দক্ষিণ-পশ্চিমাঞ্চলের অন্তত ১০টি জেলার মানুষ কম সময়ে বিভিন্ন এলাকায় যাতায়াত করতে পারবেন। এটি দেশের বৃহত্তম মুক্তবন্দর মোংলাসহ এ অঞ্চলের আর্থ-সামাজিক উন্নয়নে নতুন মাত্রা যোগ করবে। ২৭ কি.মি. দীর্ঘ মধুমতি সেতুর নির্মাণ কাজ সম্পন্ন হয়েছে। প্রধানমন্ত্রী শেখ হাসিনা গণভবন থেকে ভার্চুয়ালি যুক্ত হয়ে সেতু উদ্বোধন করবেন। সেতুটি চালু হলে ঢাকার সঙ্গে খুলনা ও যশোরসহ দক্ষিণাঞ্চলের কয়েকটি জেলার দূরত্ব প্রায় ১০০ কিলোমিটার কমে যাবে। সড়ক ও জনপথ অধিদপ্তর সূত্রে জানা যায়, জাপান আন্তর্জাতিক সহযোগিতা সংস্থা (জাইকা)-র অর্থায়নে সেতুটি নির্মিত হয়েছে। প্রধানমন্ত্রী এ সময় নারায়ণগঞ্জ ও ঢাকায় তৃতীয় শীতলক্ষ্যা সেতুসহ আরও কয়েকটি প্রকল্প উদ্বোধন করবেন। সেতুর দুই পাশে সংযোগ সড়কের কাজও শেষ হয়েছে। স্থানীয় বাসিন্দারা জানান, দীর্ঘদিনের প্রত্যাশিত এই সেতু চালু হওয়ায় এলাকার ব্যবসা-বাণিজ্যে গতি আসবে এবং কৃষিপণ্য দ্রুত বাজারে পৌঁছাবে। নড়াইলের কালনা ঘাটে আর ফেরির জন্য অপেক্ষা করতে হবে না। উদ্বোধন উপলক্ষে সেতু এলাকায় ব্যাপক নিরাপত্তা ব্যবস্থা নেওয়া হয়েছে এবং সুধী সমাবেশের আয়োজন করা হয়েছে। জেলা প্রশাসন জানায়, অনুষ্ঠানে জনপ্রতিনিধি, সরকারি কর্মকর্তা ও বিশিষ্ট ব্যক্তিরা উপস্থিত থাকবেন। — [34, 342, 403, 540]
ad-brand: World Famous "হাশমে জোয়ানী" — [126, 2211, 386, 2231]
continued-label: প্রথম পাতার পর — [1290, 633, 1356, 644]
story-death-sentence — [958, 467, 1159, 828]
headline: রাজধানীর তিন স্পা সেন্টারে — [701, 318, 920, 339]
continued-label: প্রথম পাতার পর — [1290, 431, 1356, 443]
headline: আইনজীবীদের সাথে বাবুলের — [698, 454, 923, 475]
headline: অর্থনীতিতে ৩ আমেরিকানের — [108, 886, 329, 908]
story-body: নির্মিত সেতুগুলো চালু হলে দেশের যোগাযোগ ব্যবস্থায় নতুন দিগন্তের সূচনা হবে। সড়ক পরিবহন ও সেতুমন্ত্রী ওবায়দুল কাদের জানিয়েছেন, এসব সেতু একযোগে উদ্বোধন করা হবে। প্রধানমন্ত্রী গণভবন থেকে ভিডিও কনফারেন্সের মাধ্যমে যুক্ত থাকবেন। সেতুগুলো নির্মাণে সরকারের নিজস্ব অর্থায়ন ও উন্নয়ন সহযোগীদের সহায়তা নেওয়া হয়েছে। গ্রামীণ যোগাযোগ উন্নত হওয়ায় কৃষকরা তাদের উৎপাদিত পণ্য সহজে বাজারজাত করতে পারবেন বলে আশা করা হচ্ছে। — [34, 788, 403, 872]
headline: এনআইডি স্বরাষ্ট্রের — [465, 96, 610, 118]
story-body: মো. আবদুল হামিদ দেশবাসীকে ঈদে মিলাদুন্নবী (সা.) উপলক্ষে শুভেচ্ছা জানিয়ে বাণী দিয়েছেন। তিনি বলেন, মহানবী হযরত মুহাম্মদ (সা.) ছিলেন সমগ্র মানবজাতির জন্য রহমতস্বরূপ। তাঁর জীবনাদর্শ অনুসরণ করে আমাদের সমাজে শান্তি, সম্প্রীতি ও ন্যায় প্রতিষ্ঠা করতে হবে। প্রধানমন্ত্রী শেখ হাসিনা এক বাণীতে বলেন, মহানবী (সা.) বিশ্বমানবতার মুক্তির দিশারি। দিনটি উপলক্ষে সরকারি ছুটি ঘোষণা করা হয়েছে। ইসলামিক ফাউন্ডেশন বায়তুল মোকাররম জাতীয় মসজিদে মিলাদ মাহফিল, আলোচনা সভা ও দোয়ার আয়োজন করেছে। বিভিন্ন রাজনৈতিক, সামাজিক ও ধর্মীয় সংগঠন দিনটি যথাযোগ্য মর্যাদায় পালনে নানা কর্মসূচি নিয়েছে। দেশের সব মসজিদে বিশেষ মোনাজাত অনুষ্ঠিত হবে। টেলিভিশন ও বেতারে বিশেষ অনুষ্ঠানমালা প্রচার করা হবে। সংবাদপত্রগুলো বিশেষ নিবন্ধ প্রকাশ করেছে। — [34, 601, 403, 728]
headline: মির্জা ফখরুলকে রাজনীতিতে — [699, 1012, 922, 1034]
story-body: বলেন, আগামী নির্বাচন হবে অবাধ, সুষ্ঠু ও নিরপেক্ষ। যারা নির্বাচনে আসবে না, তারা জনগণের কাছ থেকে বিচ্ছিন্ন হয়ে পড়বে। গণতন্ত্রের ধারাবাহিকতা রক্ষায় সব দলকে নির্বাচনে অংশ নেওয়ার আহ্বান জানাচ্ছি। তিনি আরও বলেন, সংবিধান অনুযায়ী নির্বাচন হবে। নির্বাচন কমিশন স্বাধীনভাবে কাজ করছে। এখনও সময় আছে, আলোচনার দরজা খোলা। দেশের মানুষ শান্তি চায়, উন্নয়ন চায়। — [412, 601, 664, 699]
continued-label: প্রথম পাতার পর — [778, 1037, 843, 1048]
continued-label: প্রথম পাতার পর — [1026, 866, 1091, 878]
story-body: বিষয়ে আদালতে প্রতিবেদন দাখিল করতে বলা হয়েছে। হাইকোর্টের একটি বেঞ্চ এ আদেশ দেন। আদালত বলেছেন, সংশ্লিষ্ট কর্তৃপক্ষকে নির্দিষ্ট সময়ের মধ্যে অগ্রগতি প্রতিবেদন জমা দিতে হবে। রিট আবেদনকারীর পক্ষে আইনজীবী শুনানি করেন। রাষ্ট্রপক্ষে ছিলেন ডেপুটি অ্যাটর্নি জেনারেল। পরবর্তী শুনানির দিন ধার্য করা হয়েছে। — [412, 859, 664, 943]
notice-memo: স্মারক নং-০১.০১.০০০০.২০২১-১০৫৫৪ — [1174, 1364, 1327, 1375]
continued-label: প্রথম পাতার পর — [505, 838, 570, 849]
story-child-vaccine — [672, 1155, 949, 1327]
court-notice — [1168, 1312, 1478, 2278]
story-cooperative — [1168, 405, 1478, 595]
ad-footer — [34, 2355, 647, 2411]
col-header: ক্রঃ নং — [1175, 1468, 1194, 1493]
column-e — [1168, 405, 1478, 1304]
brand-name: ভোরের দর্পণ — [1318, 56, 1478, 92]
ad-desc-text: ইহা সেবন মাত্র অক্ষম, দুর্বল, হতাশ ও বন্ধ্যা রোগীর পুরুষত্বের অভাব পূরণ করে। আত্মবিশ্বাস ও মনোবল বৃদ্ধি পায়। মূল্য: ৭৫০/- (এক কৌটা যথেষ্ট) — [126, 2231, 625, 2261]
ad-small-print: ইহা ব্যবহারে অসুখ সেরে যায়। H.T.H ও H.A.B হেকেম নিজ তত্ত্বাবধানে পরিচালনা করেন। ভিডিও ও পার্সেল যোগে ঔষধ পাঠানো হয়। — [70, 2337, 611, 2349]
column-c — [672, 94, 949, 2287]
